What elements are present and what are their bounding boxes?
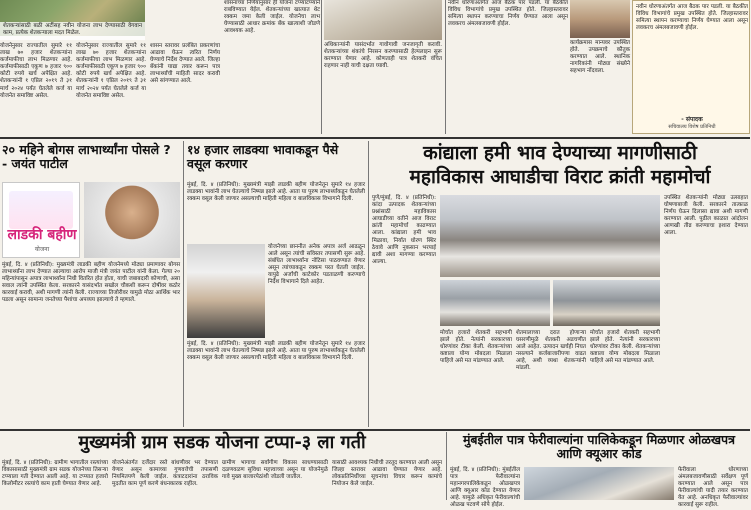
minister-photo	[187, 244, 265, 338]
headline-roads: मुख्यमंत्री ग्राम सडक योजना टप्पा-३ ला गती	[78, 432, 366, 453]
photo-caption: शेतकऱ्यांसाठी बळी अटींसह नवीन योजना लाभ देण्यासाठी वेगवान काम, प्रत्येक शेतकऱ्याला मदत मिळेल.	[0, 22, 145, 40]
top-article-col-6: नवीन धोरणाअंतर्गत आज बैठक पार पडली. या बैठकीत विविध विभागांचे प्रमुख उपस्थित होते. जिल्हास्तरावर समित्या स्थापन करण्याचा निर्णय घेण्यात आला असून लवकरच अंमलबजावणी होईल.	[448, 0, 568, 28]
top-article-col-7: कार्यक्रमास मान्यवर उपस्थित होते. उपक्रमाचे कौतुक करण्यात आले. स्थानिक नागरिकांनी मोठ्या संख्येने सहभाग नोंदवला.	[570, 40, 630, 75]
section-divider	[0, 137, 750, 139]
editorial-text: नवीन धोरणाअंतर्गत आज बैठक पार पडली. या बैठकीत विविध विभागांचे प्रमुख उपस्थित होते. जिल्हास्तरावर समित्या स्थापन करण्याचा निर्णय घेण्यात आला असून लवकरच अंमलबजावणी होईल.	[636, 4, 748, 32]
editorial-box	[632, 0, 750, 134]
headline-recovery: १४ हजार लाडक्या भावाकडून पैसे वसूल करणार	[187, 142, 339, 171]
column-rule	[321, 0, 322, 134]
top-article-col-4: शासनाच्या निर्णयानुसार ही योजना टप्प्याटप्प्याने राबविण्यात येईल. शेतकऱ्यांच्या खात्यात थेट रक्कम जमा केली जाईल. योजनेचा लाभ घेण्यासाठी आधार क्रमांक बँक खात्याशी जोडणे आवश्यक आहे.	[224, 0, 320, 35]
column-rule	[446, 432, 447, 500]
body-recovery-1: मुंबई, दि. ४ (प्रतिनिधी): मुख्यमंत्री माझी लाडकी बहीण योजनेतून सुमारे १४ हजार लाडक्या भावांनी लाभ घेतल्याचे निष्पन्न झाले आहे. आता या पुरुष लाभार्थ्यांकडून घेतलेली रक्कम वसूल केली जाणार असल्याची माहिती महिला व बालविकास विभागाने दिली.	[187, 182, 365, 203]
body-bogus: मुंबई, दि. ४ (प्रतिनिधी): मुख्यमंत्री लाडकी बहीण योजनेमध्ये मोठ्या प्रमाणावर बोगस लाभार्थ्यांना लाभ देण्यात आल्याचा आरोप माजी मंत्री जयंत पाटील यांनी केला. गेल्या २० महिन्यांपासून अपात्र लाभार्थ्यांना निधी वितरित होत होता, याची जबाबदारी कोणाची, असा सवाल त्यांनी उपस्थित केला. सरकारने यासंदर्भात सखोल चौकशी करून दोषींवर कठोर कारवाई करावी, अशी मागणी त्यांनी केली. राज्याच्या तिजोरीवर यामुळे मोठा आर्थिक भार पडला असून सामान्य जनतेच्या पैशांचा अपव्यय झाल्याचे ते म्हणाले.	[2, 262, 180, 304]
top-article-col-2: योजनेनुसार राज्यातील सुमारे ११ लाख ७० हजार शेतकऱ्यांना कर्जमाफीचा लाभ मिळणार आहे. कर्जमाफीसाठी एकूण ७ हजार ९०० कोटी रुपये खर्च अपेक्षित आहे. शेतकऱ्यांनी १ एप्रिल २०१९ ते ३१ मार्च २०२४ पर्यंत घेतलेले कर्ज या योजनेत समाविष्ट असेल.	[76, 43, 146, 99]
body-roads-1: मुंबई, दि. ४ (प्रतिनिधी): ग्रामीण भागातील रस्त्यांच्या विकासासाठी मुख्यमंत्री ग्राम सडक योजनेच्या तिसऱ्या टप्प्याला गती देण्यात आली आहे. या टप्प्यात हजारो किलोमीटर रस्त्यांचे काम हाती घेण्यात येणार आहे.	[2, 460, 108, 488]
top-article-col-3: शासन स्तरावर प्रलंबित प्रकरणांचा आढावा घेऊन त्वरित निर्णय घेण्याचे निर्देश देण्यात आले. जिल्हा बँकांनी याद्या तयार करून पात्र लाभार्थ्यांची माहिती सादर करावी असे सांगण्यात आले.	[150, 43, 220, 85]
editorial-byline: सचिवालय विशेष प्रतिनिधी	[668, 124, 716, 130]
rally-photo-2	[440, 280, 550, 326]
body-onion-1: पुणे/मुंबई, दि. ४ (प्रतिनिधी): कांदा उत्पादक शेतकऱ्यांच्या प्रश्नांसाठी महाविकास आघाडीच्या वतीने आज विराट क्रांती महामोर्चा काढण्यात आला. कांद्याला हमी भाव मिळावा, निर्यात धोरण स्थिर ठेवावे आणि नुकसान भरपाई द्यावी अशा मागण्या करण्यात आल्या.	[372, 195, 436, 265]
section-divider	[0, 429, 750, 431]
hawkers-photo	[524, 467, 674, 500]
headline-hawkers: मुंबईतील पात्र फेरीवाल्यांना पालिकेकडून मिळणार ओळखपत्र आणि क्यूआर कोड	[462, 432, 736, 461]
column-rule	[445, 0, 446, 134]
rally-photo-main	[440, 195, 660, 277]
headline-bogus: २० महिने बोगस लाभार्थ्यांना पोसले ? - जयंत पाटील	[2, 142, 171, 171]
body-roads-4: यासाठी आवश्यक निधीची तरतूद करण्यात आली असून जिल्हा स्तरावर आढावा घेण्यात येणार आहे. लोकप्रतिनिधींच्या सूचनांचा विचार करून कामांचे नियोजन केले जाईल.	[332, 460, 442, 488]
top-article-col-5: अधिकाऱ्यांनी यासंदर्भात गावोगावी जनजागृती करावी. शेतकऱ्यांच्या शंकांचे निरसन करण्यासाठी हेल्पलाइन सुरू करण्यात येणार आहे. कोणताही पात्र शेतकरी वंचित राहणार नाही याची दक्षता घ्यावी.	[324, 42, 442, 70]
column-rule	[368, 141, 369, 427]
body-onion-4: मोर्चात हजारो शेतकरी सहभागी झाले होते. नेत्यांनी सरकारच्या धोरणांवर टीका केली. शेतकऱ्यांच्या कष्टाला योग्य मोबदला मिळाला पाहिजे असे मत मांडण्यात आले.	[590, 330, 660, 365]
meeting-photo	[324, 0, 442, 40]
body-roads-2: योजनेअंतर्गत दर्जेदार रस्ते बांधणीवर भर देण्यात येणार असून कामाच्या गुणवत्तेची तपासणी नियमितपणे केली जाईल. कंत्राटदारांना ठराविक मुदतीत काम पूर्ण करणे बंधनकारक राहील.	[112, 460, 218, 488]
rally-photo-3	[553, 280, 660, 326]
headline-onion-1: कांद्याला हमी भाव देण्याच्या मागणीसाठी	[423, 142, 697, 164]
body-onion-3: शेतमालाच्या दरात होणाऱ्या घसरणीमुळे शेतकरी अडचणीत आले आहेत. उत्पादन खर्चही निघत नसल्याने कर्जबाजारीपणा वाढत आहे, अशी व्यथा शेतकऱ्यांनी मांडली.	[516, 330, 586, 372]
scheme-banner	[2, 182, 80, 258]
top-article-col-1: योजनेनुसार राज्यातील सुमारे ११ लाख ७० हजार शेतकऱ्यांना कर्जमाफीचा लाभ मिळणार आहे. कर्जमाफीसाठी एकूण ७ हजार ९०० कोटी रुपये खर्च अपेक्षित आहे. शेतकऱ्यांनी १ एप्रिल २०१९ ते ३१ मार्च २०२४ पर्यंत घेतलेले कर्ज या योजनेत समाविष्ट असेल.	[0, 43, 72, 99]
leader-photo	[570, 0, 630, 38]
body-hawkers-1: मुंबई, दि. ४ (प्रतिनिधी): मुंबईतील पात्र फेरीवाल्यांना महानगरपालिकेकडून ओळखपत्र आणि क्यूआर कोड देण्यात येणार आहे. यामुळे अधिकृत फेरीवाल्यांची ओळख पटवणे सोपे होईल.	[450, 467, 520, 509]
body-onion-2: मोर्चात हजारो शेतकरी सहभागी झाले होते. नेत्यांनी सरकारच्या धोरणांवर टीका केली. शेतकऱ्यांच्या कष्टाला योग्य मोबदला मिळाला पाहिजे असे मत मांडण्यात आले.	[440, 330, 512, 365]
body-recovery-2: योजनेच्या छाननीत अनेक अपात्र अर्ज आढळून आले असून त्यांची सविस्तर तपासणी सुरू आहे. संबंधित लाभार्थ्यांना नोटिसा पाठवण्यात येणार असून त्यांच्याकडून रक्कम परत घेतली जाईल. यापुढे अर्जांची काटेकोर पडताळणी करण्याचे निर्देश विभागाने दिले आहेत.	[268, 244, 365, 286]
scheme-title: लाडकी बहीण	[7, 227, 77, 243]
column-rule	[183, 141, 184, 427]
scheme-logo	[9, 191, 73, 229]
body-roads-3: ग्रामीण भागाचा सर्वांगीण विकास साधण्यासाठी दळणवळण सुविधा महत्त्वाच्या असून या योजनेमुळे गावे मुख्य बाजारपेठांशी जोडली जातील.	[222, 460, 328, 481]
body-hawkers-2: फेरीवाला धोरणाच्या अंमलबजावणीसाठी सर्वेक्षण पूर्ण करण्यात आले असून पात्र फेरीवाल्यांची यादी तयार करण्यात येत आहे. अनधिकृत फेरीवाल्यांवर कारवाई सुरू राहील.	[678, 467, 748, 509]
body-onion-5: उपस्थित शेतकऱ्यांनी मोठ्या उत्साहात घोषणाबाजी केली. सरकारने तात्काळ निर्णय घेऊन दिलासा द्यावा अशी मागणी करण्यात आली. पुढील काळात आंदोलन आणखी तीव्र करण्याचा इशारा देण्यात आला.	[664, 195, 748, 237]
portrait-photo	[84, 182, 180, 258]
scheme-subtitle: योजना	[34, 246, 50, 253]
editorial-signature: - संपादक	[681, 116, 703, 123]
body-recovery-3: मुंबई, दि. ४ (प्रतिनिधी): मुख्यमंत्री माझी लाडकी बहीण योजनेतून सुमारे १४ हजार लाडक्या भावांनी लाभ घेतल्याचे निष्पन्न झाले आहे. आता या पुरुष लाभार्थ्यांकडून घेतलेली रक्कम वसूल केली जाणार असल्याची माहिती महिला व बालविकास विभागाने दिली.	[187, 341, 365, 362]
headline-onion-2: महाविकास आघाडीचा विराट क्रांती महामोर्चा	[409, 166, 711, 188]
